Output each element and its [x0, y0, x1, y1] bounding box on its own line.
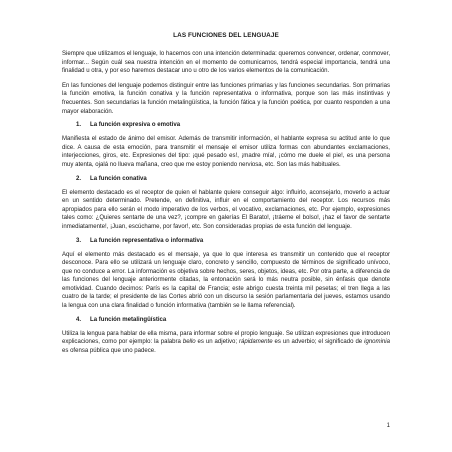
section-number: 2.: [76, 175, 82, 182]
page-number: 1: [386, 423, 390, 429]
text-run: es ofensa pública que uno padece.: [62, 347, 156, 354]
section-4-heading: [62, 317, 390, 323]
intro-paragraph-2: En las funciones del lenguaje podemos distinguir entre las funciones primarias y las funciones secundarias. Son primarias la función emotiva, la función conativa y la función representativa o informativa, porque son las más instintivas y frecuentes. Son secundarias la función metalingüística, la función fática y la función poética, por cuanto responden a una mayor elaboración.: [62, 82, 390, 115]
section-heading-text: La función conativa: [90, 175, 147, 182]
section-2-heading: [62, 176, 390, 182]
italic-term: bello: [182, 339, 196, 346]
text-run: es un adverbio; el significado de: [272, 339, 365, 346]
section-1-heading: [62, 122, 390, 128]
section-2-paragraph: El elemento destacado es el receptor de quien el hablante quiere conseguir algo: influirlo, aconsejarlo, moverlo a actuar en un sentido determinado. Pretende, en definitiva, influir en el comportamiento del receptor. Los recursos más apropiados para ello serán el modo imperativo de los verbos, el vocativo, exclamaciones, etc. Por ejemplo, expresiones tales como: ¿Quieres sentarte de una vez?, ¡compre en galerías El Barato!, ¡tráeme el bolso!, ¡haz el favor de sentarte inmediatamente!, ¡Juan, escúchame, por favor!, etc. Son consideradas propias de esta función del lenguaje.: [62, 189, 390, 230]
section-number: 1.: [76, 122, 82, 129]
document-title: LAS FUNCIONES DEL LENGUAJE: [173, 32, 279, 39]
section-3-heading: [62, 238, 390, 244]
section-number: 4.: [76, 316, 82, 323]
italic-term: ignominia: [364, 339, 390, 346]
section-4-paragraph: [62, 330, 390, 356]
section-number: 3.: [76, 237, 82, 244]
text-run: es un adjetivo;: [195, 339, 239, 346]
section-heading-text: La función representativa o informativa: [90, 237, 204, 244]
italic-term: rápidamente: [238, 339, 273, 346]
section-1-paragraph: Manifiesta el estado de ánimo del emisor. Además de transmitir información, el hablante expresa su actitud ante lo que dice. A causa de esta emoción, para transmitir el mensaje el emisor utiliza formas con abundantes exclamaciones, interjecciones, giros, etc. Expresiones del tipo: ¡qué pesado es!, ¡madre mía!, ¡cómo me duele el pie!, es una persona muy atenta, ojalá no llueva mañana, creo que me estoy poniendo nerviosa, etc. Son las más habituales.: [62, 136, 390, 168]
section-heading-text: La función metalingüística: [90, 316, 167, 323]
intro-paragraph-1: Siempre que utilizamos el lenguaje, lo hacemos con una intención determinada: queremos convencer, ordenar, conmover, informar... Según cuál sea nuestra intención en el momento de comunicarnos, tendrá especial importancia, tendrá una finalidad u otra, y por eso haremos destacar uno u otro de los varios elementos de la comunicación.: [62, 51, 390, 75]
section-3-paragraph: Aquí el elemento más destacado es el mensaje, ya que lo que interesa es transmitir un contenido que el receptor desconoce. Para ello se utilizará un lenguaje claro, concreto y sencillo, compuesto de términos de significado unívoco, que no conduce a error. La información es objetiva sobre hechos, seres, objetos, ideas, etc. Por otra parte, a diferencia de las funciones del lenguaje anteriormente citadas, la entonación será lo más neutra posible, sin énfasis que denote emotividad. Cuando decimos: París es la capital de Francia; este abrigo cuesta treinta mil pesetas; el tren llega a las cuatro de la tarde; el presidente de las Cortes abrió con un discurso la sesión parlamentaria del jueves, estamos usando la lengua con una clara finalidad o función informativa (también se le llama referencial).: [62, 251, 390, 310]
section-heading-text: La función expresiva o emotiva: [90, 122, 181, 129]
text-run: Utiliza la lengua para hablar de ella misma, para informar sobre el propio lenguaje. Se utilizan expresiones que introducen explicaciones, como por ejemplo: la palabra: [62, 330, 390, 346]
